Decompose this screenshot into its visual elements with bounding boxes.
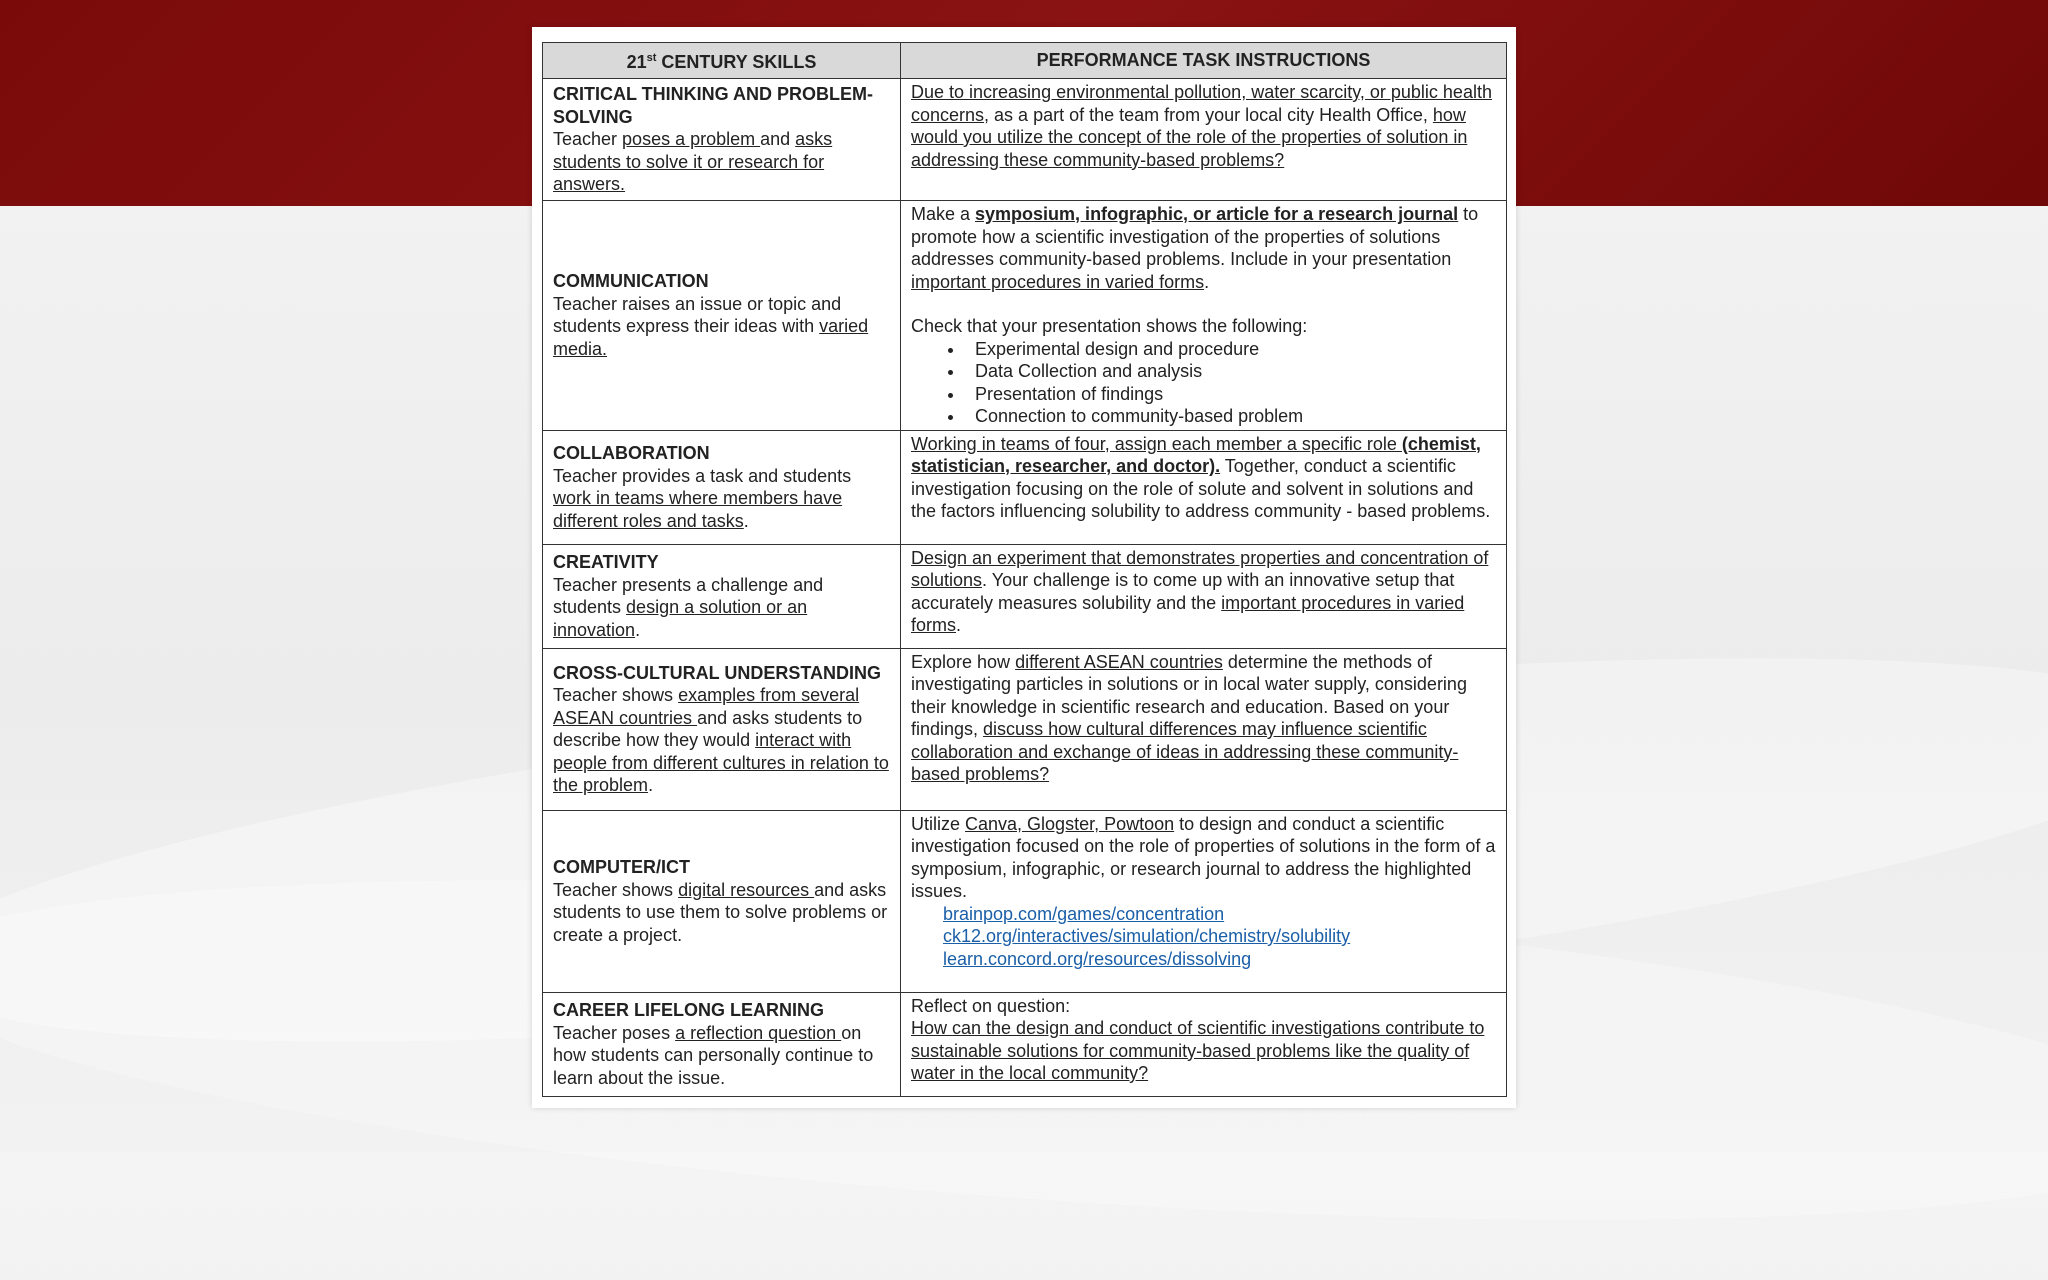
task-cell (901, 79, 1507, 201)
resource-link[interactable]: brainpop.com/games/concentration (943, 903, 1225, 924)
skill-name: CRITICAL THINKING AND PROBLEM-SOLVING (553, 84, 873, 127)
header-skills-text: CENTURY SKILLS (656, 52, 817, 73)
table-row (543, 810, 1507, 992)
skill-name: COMMUNICATION (553, 271, 709, 292)
table-row (543, 201, 1507, 431)
skills-table (542, 42, 1507, 1097)
reflection-question: How can the design and conduct of scientific investigations contribute to sustainable solutions for community-based problems like the quality of water in the local community? (911, 1018, 1485, 1083)
header-skills (543, 43, 901, 79)
document-sheet (532, 27, 1516, 1108)
header-skills-ordinal: st (646, 52, 657, 65)
header-skills-number: 21 (626, 52, 647, 73)
task-cell (901, 201, 1507, 431)
skill-name: CROSS-CULTURAL UNDERSTANDING (553, 662, 881, 683)
skill-desc: Teacher poses a reflection question on how students can personally continue to learn about the issue. (553, 1022, 874, 1088)
task-text: Make a symposium, infographic, or article for a research journal to promote how a scientific investigation of the properties of solutions addresses community-based problems. Include in your presentation important procedures in varied forms. (911, 204, 1479, 292)
task-text: Working in teams of four, assign each member a specific role (chemist, statistician, researcher, and doctor). Together, conduct a scientific investigation focusing on the role of solute and solvent in solutions and the factors influencing solubility to address community - based problems. (911, 433, 1491, 521)
resource-links (911, 903, 1496, 971)
header-tasks: PERFORMANCE TASK INSTRUCTIONS (901, 43, 1507, 79)
skill-cell (543, 430, 901, 544)
skill-cell (543, 810, 901, 992)
skill-cell (543, 79, 901, 201)
resource-link[interactable]: learn.concord.org/resources/dissolving (943, 948, 1252, 969)
skill-cell (543, 544, 901, 648)
skill-desc: Teacher shows examples from several ASEAN countries and asks students to describe how they would interact with people from different cultures in relation to the problem. (553, 685, 889, 795)
table-row (543, 544, 1507, 648)
skill-name: COLLABORATION (553, 443, 710, 463)
task-cell (901, 648, 1507, 810)
skill-name: CAREER LIFELONG LEARNING (553, 1000, 825, 1020)
skill-cell (543, 201, 901, 431)
skill-name: COMPUTER/ICT (553, 857, 690, 877)
table-header-row (543, 43, 1507, 79)
task-text: Design an experiment that demonstrates properties and concentration of solutions. Your challenge is to come up with an innovative setup that accurately measures solubility and the important procedures in varied forms. (911, 547, 1489, 635)
resource-link[interactable]: ck12.org/interactives/simulation/chemistry/solubility (943, 926, 1351, 946)
skill-desc: Teacher provides a task and students work in teams where members have different roles and tasks. (553, 465, 852, 531)
skill-name: CREATIVITY (553, 552, 659, 572)
skill-cell (543, 648, 901, 810)
table-row (543, 648, 1507, 810)
table-row (543, 992, 1507, 1096)
list-item: • Experimental design and procedure (965, 338, 1496, 361)
skill-desc: Teacher presents a challenge and students design a solution or an innovation. (553, 574, 824, 640)
table-row (543, 79, 1507, 201)
skill-desc: Teacher shows digital resources and asks students to use them to solve problems or create a project. (553, 879, 888, 945)
task-text: Due to increasing environmental pollution, water scarcity, or public health concerns, as a part of the team from your local city Health Office, how would you utilize the concept of the role of the properties of solution in addressing these community-based problems? (911, 82, 1492, 170)
list-item: • Data Collection and analysis (965, 360, 1496, 383)
task-text: Explore how different ASEAN countries determine the methods of investigating particles in solutions or in local water supply, considering their knowledge in scientific research and education. Based on your findings, discuss how cultural differences may influence scientific collaboration and exchange of ideas in addressing these community-based problems? (911, 651, 1467, 784)
task-cell (901, 810, 1507, 992)
skill-desc: Teacher raises an issue or topic and students express their ideas with varied media. (553, 293, 869, 359)
task-text: Utilize Canva, Glogster, Powtoon to design and conduct a scientific investigation focused on the role of properties of solutions in the form of a symposium, infographic, or research journal to address the highlighted issues. (911, 813, 1496, 901)
table-row (543, 430, 1507, 544)
check-intro: Check that your presentation shows the following: (911, 316, 1308, 336)
task-cell (901, 544, 1507, 648)
skill-desc: Teacher poses a problem and asks students to solve it or research for answers. (553, 129, 833, 195)
task-cell (901, 992, 1507, 1096)
task-prompt: Reflect on question: (911, 995, 1071, 1016)
list-item: • Presentation of findings (965, 383, 1496, 406)
skill-cell (543, 992, 901, 1096)
checklist (911, 338, 1496, 428)
list-item: • Connection to community-based problem (965, 405, 1496, 428)
task-cell (901, 430, 1507, 544)
